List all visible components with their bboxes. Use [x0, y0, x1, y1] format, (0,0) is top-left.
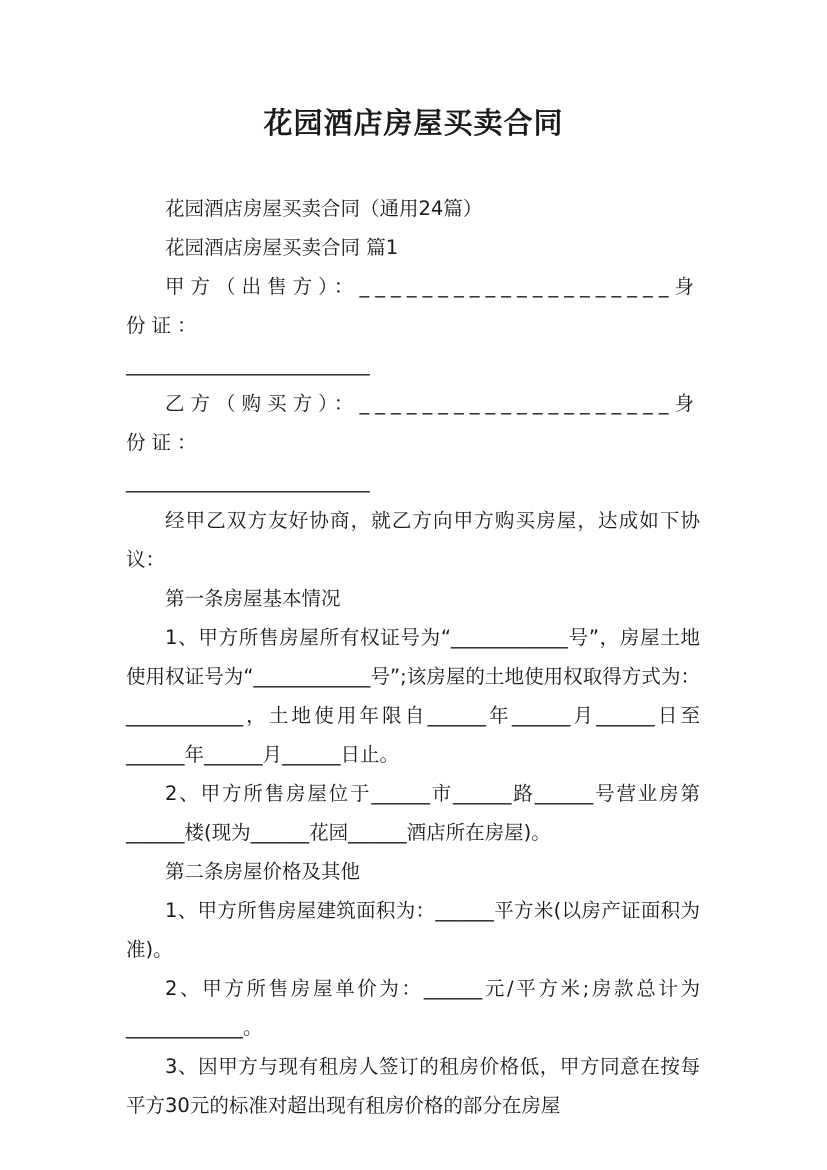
paragraph-party-a: 甲方（出售方）：____________________身份证： [126, 275, 700, 337]
paragraph-article-2-item-2: 2、甲方所售房屋单价为：______元/平方米;房款总计为____________。 [126, 977, 700, 1039]
paragraph-party-b: 乙方（购买方）：____________________身份证： [126, 392, 700, 454]
paragraph-article-2-item-3: 3、因甲方与现有租房人签订的租房价格低，甲方同意在按每平方30元的标准对超出现有租房价格的部分在房屋 [126, 1055, 700, 1117]
paragraph-article-1-item-2: 2、甲方所售房屋位于______市______路______号营业房第______楼(现为______花园______酒店所在房屋)。 [126, 782, 700, 844]
paragraph-article-2-heading: 第二条房屋价格及其他 [165, 860, 361, 883]
paragraph-article-1-item-1: 1、甲方所售房屋所有权证号为“____________号”，房屋土地使用权证号为“____________号”;该房屋的土地使用权取得方式为：____________，土地使用年限自______年______月______日至______年______月______日止。 [126, 626, 700, 766]
paragraph-subtitle: 花园酒店房屋买卖合同（通用24篇） [165, 197, 483, 220]
document-title: 花园酒店房屋买卖合同 [263, 106, 564, 140]
paragraph-party-a-id-line: _________________________ [126, 353, 370, 376]
paragraph-article-2-item-1: 1、甲方所售房屋建筑面积为：______平方米(以房产证面积为准)。 [126, 899, 700, 961]
paragraph-party-b-id-line: _________________________ [126, 470, 370, 493]
paragraph-agreement-intro: 经甲乙双方友好协商，就乙方向甲方购买房屋，达成如下协议： [126, 509, 700, 571]
paragraph-chapter-heading: 花园酒店房屋买卖合同 篇1 [165, 236, 399, 259]
document-body [126, 189, 700, 1125]
paragraph-article-1-heading: 第一条房屋基本情况 [165, 587, 341, 610]
